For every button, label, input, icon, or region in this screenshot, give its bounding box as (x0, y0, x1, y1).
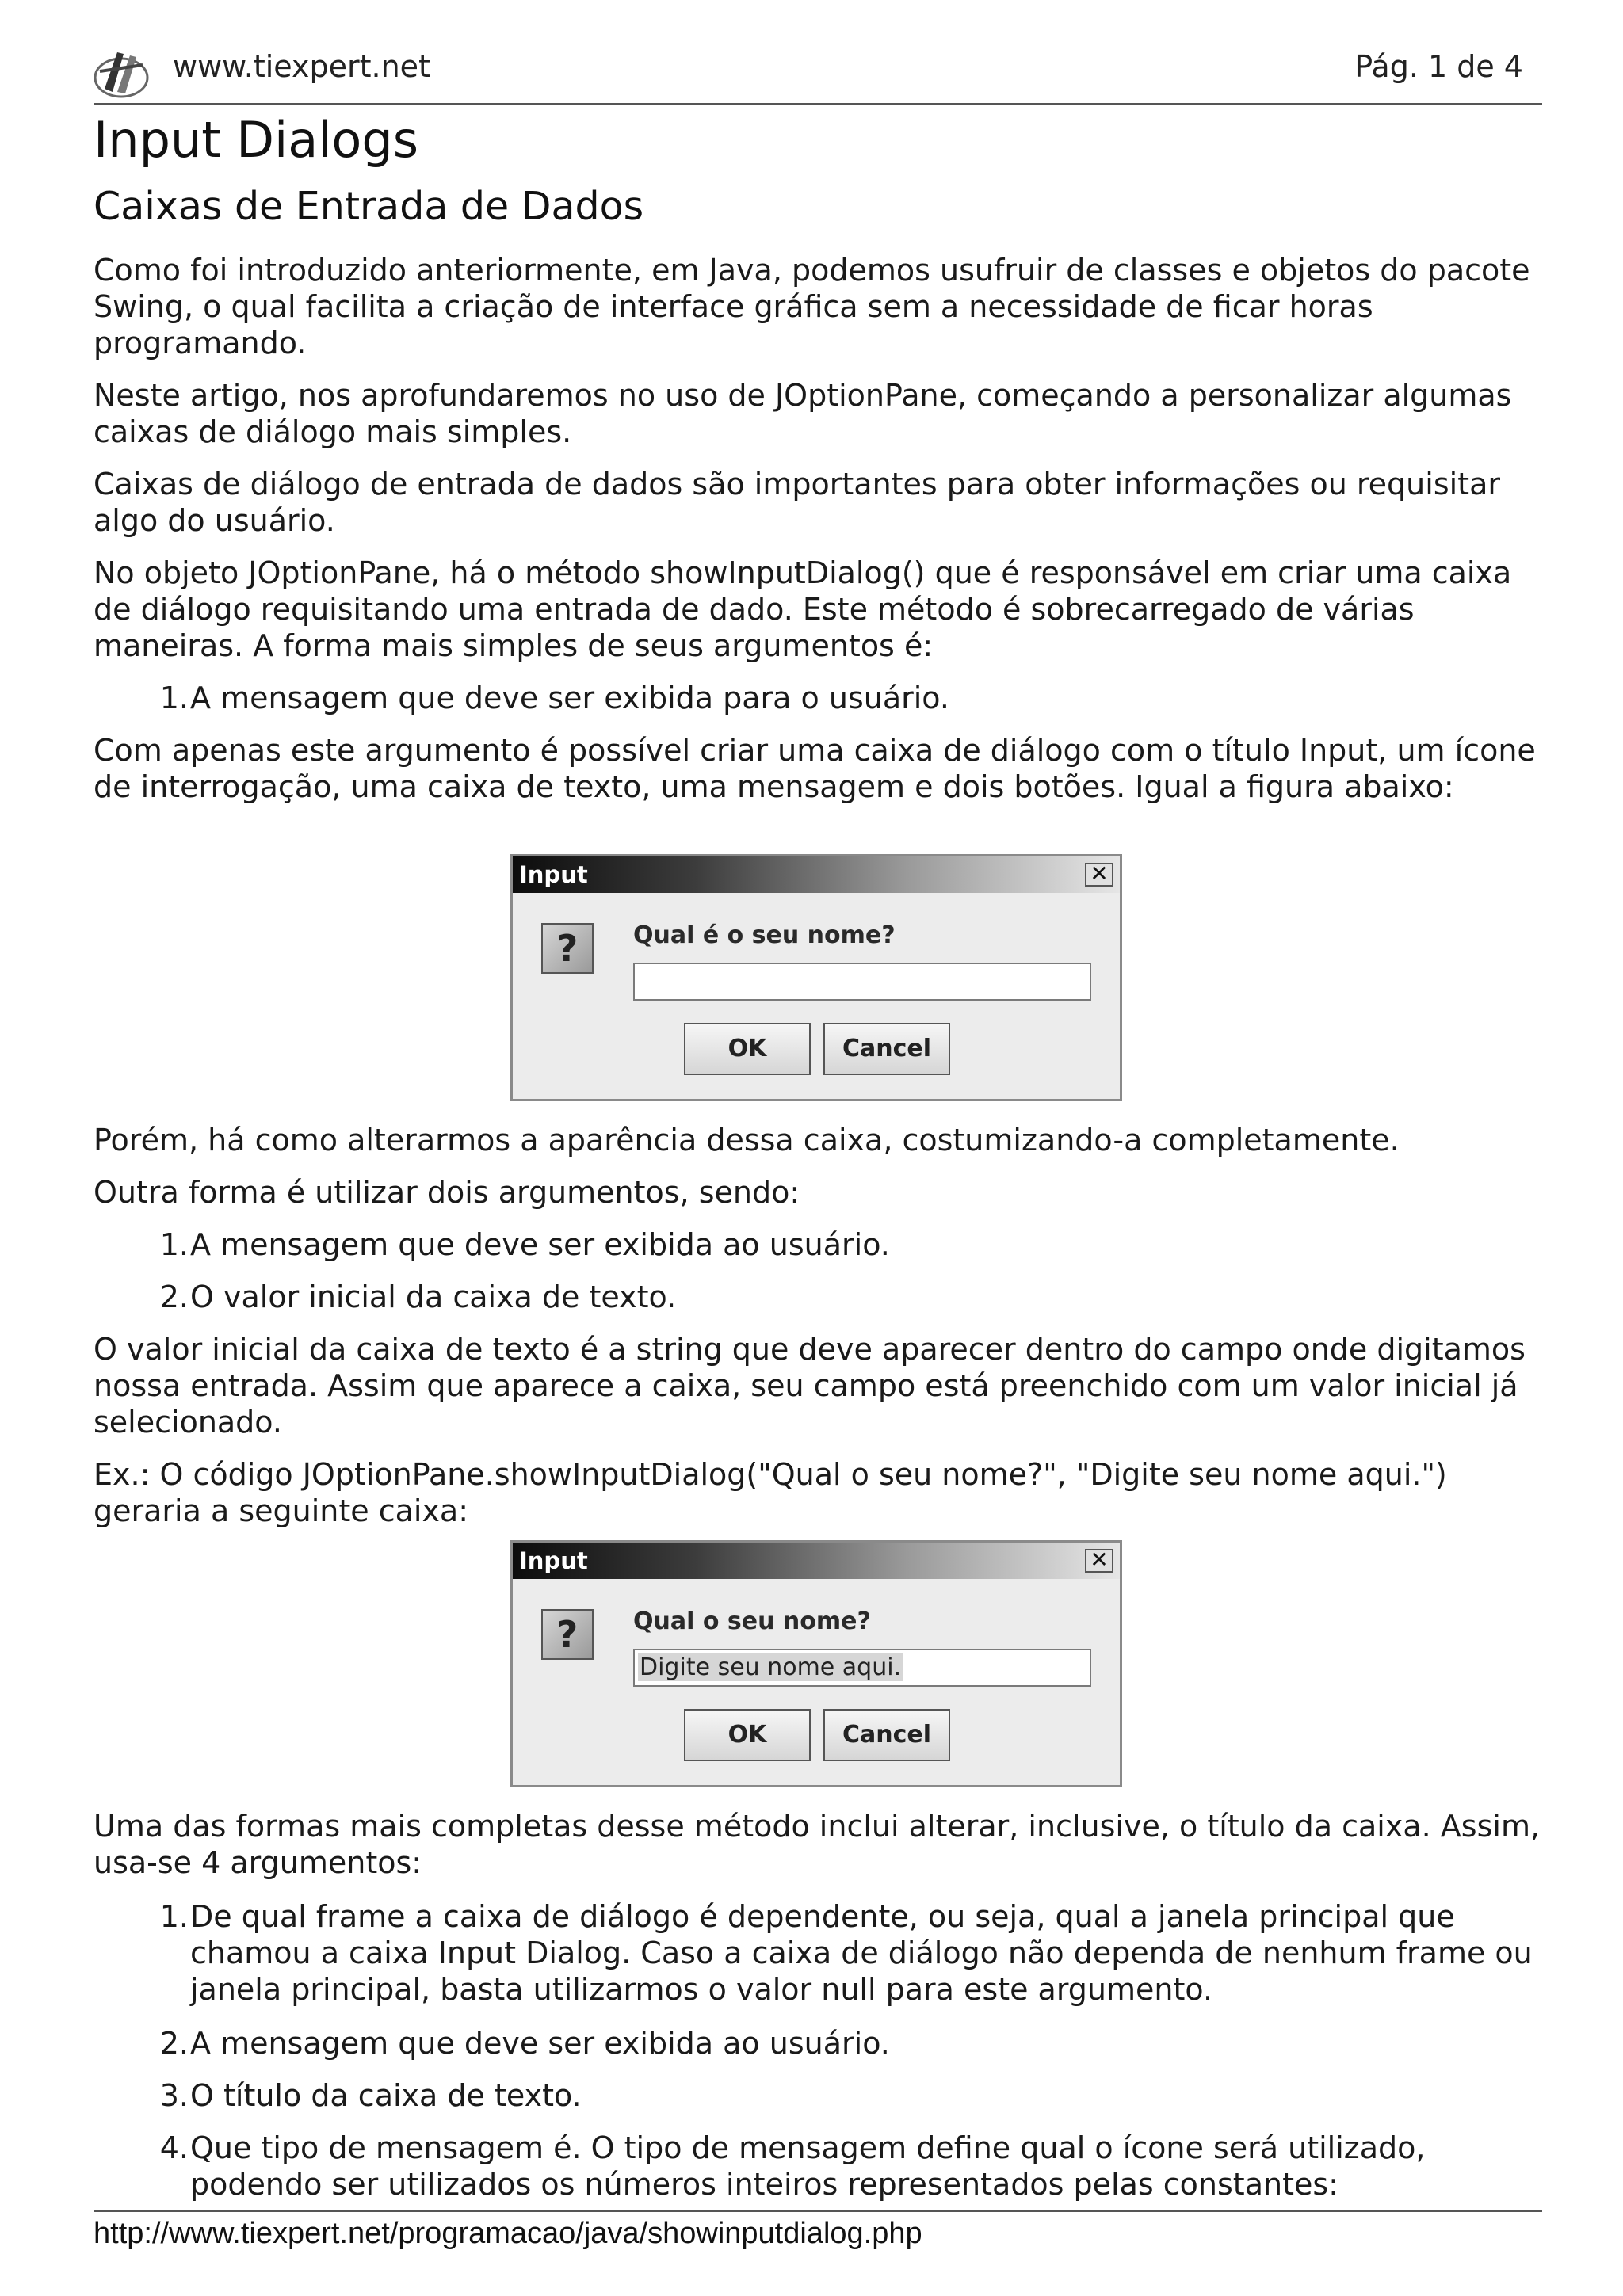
close-icon[interactable]: ✕ (1085, 863, 1113, 887)
list-item (149, 2025, 1544, 2061)
dialog-title: Input (519, 861, 588, 888)
dialog-title-bar (513, 856, 1120, 893)
list-text: O valor inicial da caixa de texto. (190, 1280, 677, 1314)
input-dialog-figure (510, 1540, 1122, 1787)
question-icon: ? (541, 923, 594, 974)
list-number: 2. (159, 1280, 189, 1314)
paragraph: Como foi introduzido anteriormente, em Java, podemos usufruir de classes e objetos do pacote Swing, o qual facilita a criação de interface gráfica sem a necessidade de ficar horas programando. (94, 253, 1530, 360)
list-item (149, 1898, 1544, 2008)
ok-button[interactable]: OK (684, 1023, 811, 1075)
footer-url-link[interactable]: http://www.tiexpert.net/programacao/java/showinputdialog.php (94, 2217, 922, 2250)
dialog-text-input[interactable] (633, 1649, 1091, 1687)
page-title: Input Dialogs (94, 111, 419, 169)
page-number: Pág. 1 de 4 (1354, 49, 1523, 84)
list-number: 1. (159, 681, 189, 715)
paragraph: Porém, há como alterarmos a aparência dessa caixa, costumizando-a completamente. (94, 1123, 1400, 1158)
page-subtitle: Caixas de Entrada de Dados (94, 184, 644, 229)
selected-initial-value: Digite seu nome aqui. (640, 1653, 902, 1681)
dialog-title-bar (513, 1543, 1120, 1579)
list-text: A mensagem que deve ser exibida para o usuário. (190, 681, 949, 715)
close-icon[interactable]: ✕ (1085, 1549, 1113, 1573)
paragraph: Outra forma é utilizar dois argumentos, sendo: (94, 1175, 800, 1210)
list-text: Que tipo de mensagem é. O tipo de mensagem define qual o ícone será utilizado, podendo ser utilizados os números inteiros representados pelas constantes: (190, 2130, 1426, 2202)
list-text: A mensagem que deve ser exibida ao usuário. (190, 1227, 890, 1262)
ok-button[interactable]: OK (684, 1709, 811, 1761)
list-text: A mensagem que deve ser exibida ao usuário. (190, 2026, 890, 2061)
paragraph: Neste artigo, nos aprofundaremos no uso de JOptionPane, começando a personalizar algumas caixas de diálogo mais simples. (94, 378, 1512, 449)
list-number: 2. (159, 2026, 189, 2061)
list-number: 3. (159, 2078, 189, 2113)
paragraph: No objeto JOptionPane, há o método showInputDialog() que é responsável em criar uma caixa de diálogo requisitando uma entrada de dado. Este método é sobrecarregado de várias maneiras. A forma mais simples de seus argumentos é: (94, 555, 1512, 663)
cancel-button[interactable]: Cancel (823, 1709, 950, 1761)
list-text: O título da caixa de texto. (190, 2078, 582, 2113)
list-number: 1. (159, 1899, 189, 1934)
header-site-link[interactable]: www.tiexpert.net (173, 49, 430, 84)
paragraph: O valor inicial da caixa de texto é a string que deve aparecer dentro do campo onde digitamos nossa entrada. Assim que aparece a caixa, seu campo está preenchido com um valor inicial já selecionado. (94, 1332, 1526, 1440)
list-number: 1. (159, 1227, 189, 1262)
paragraph: Uma das formas mais completas desse método inclui alterar, inclusive, o título da caixa. Assim, usa-se 4 argumentos: (94, 1809, 1541, 1880)
paragraph: Ex.: O código JOptionPane.showInputDialog("Qual o seu nome?", "Digite seu nome aqui.") geraria a seguinte caixa: (94, 1457, 1447, 1528)
tiexpert-logo-icon (94, 48, 149, 100)
list-item (149, 680, 1544, 716)
dialog-message: Qual o seu nome? (633, 1608, 871, 1635)
page-footer (94, 2210, 1542, 2250)
dialog-message: Qual é o seu nome? (633, 921, 896, 949)
dialog-text-input[interactable] (633, 963, 1091, 1001)
cancel-button[interactable]: Cancel (823, 1023, 950, 1075)
input-dialog-figure (510, 854, 1122, 1101)
paragraph: Com apenas este argumento é possível criar uma caixa de diálogo com o título Input, um ícone de interrogação, uma caixa de texto, uma mensagem e dois botões. Igual a figura abaixo: (94, 733, 1536, 804)
dialog-title: Input (519, 1547, 588, 1574)
list-item (149, 2077, 1544, 2114)
page-header (94, 41, 1542, 105)
paragraph: Caixas de diálogo de entrada de dados são importantes para obter informações ou requisitar algo do usuário. (94, 467, 1500, 538)
list-item (149, 2130, 1544, 2203)
list-number: 4. (159, 2130, 189, 2165)
question-icon: ? (541, 1609, 594, 1660)
list-text: De qual frame a caixa de diálogo é dependente, ou seja, qual a janela principal que chamou a caixa Input Dialog. Caso a caixa de diálogo não dependa de nenhum frame ou janela principal, basta utilizarmos o valor null para este argumento. (190, 1899, 1533, 2007)
list-item (149, 1279, 1544, 1315)
list-item (149, 1226, 1544, 1263)
